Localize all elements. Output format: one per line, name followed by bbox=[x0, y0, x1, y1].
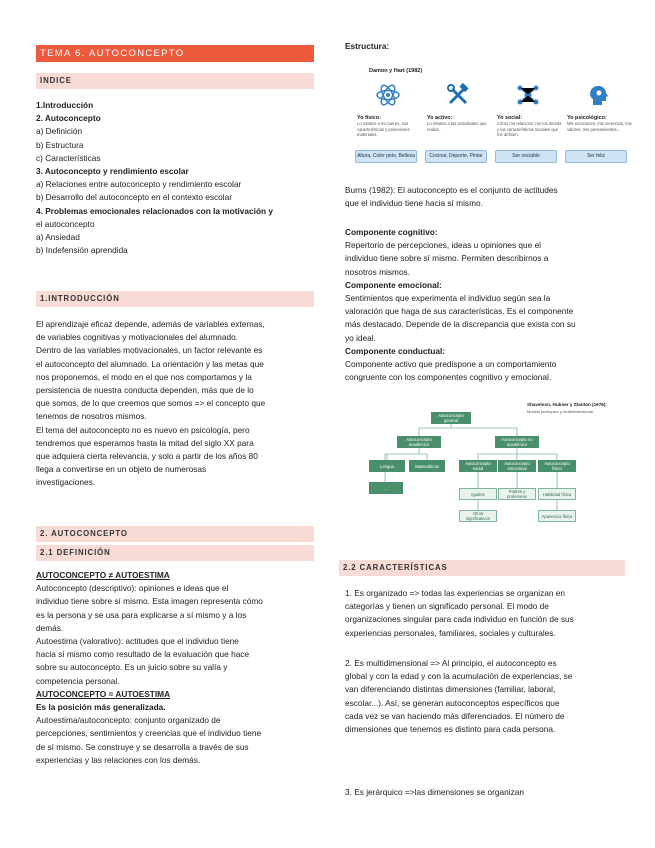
node-general: Autoconcepto general bbox=[431, 412, 471, 424]
card-title: Yo psicológico: bbox=[567, 115, 607, 121]
text-line: persistencia de nuestra conducta dependen, más que de lo bbox=[36, 385, 254, 396]
text-line: demás. bbox=[36, 622, 64, 633]
text-line: valoración que haga de sus características. Es el componente bbox=[345, 306, 574, 317]
text-line: tendremos que esperamos hasta la mitad del siglo XX para bbox=[36, 437, 254, 448]
example-yo-psicologico: Ser feliz bbox=[565, 150, 627, 163]
node-otros: Otros significativos bbox=[459, 510, 497, 522]
text-line: nosotros mismos. bbox=[345, 266, 411, 277]
example-yo-social: Ser sociable bbox=[495, 150, 557, 163]
section-definicion-heading: 2.1 DEFINICIÓN bbox=[36, 545, 314, 561]
node-habilidad: Habilidad física bbox=[538, 488, 576, 500]
node-lengua: Lengua bbox=[369, 460, 405, 472]
caracteristica-2 bbox=[345, 657, 627, 736]
example-yo-activo: Cocinar, Deporte, Pintar bbox=[425, 150, 487, 163]
text-line: AUTOCONCEPTO = AUTOESTIMA bbox=[36, 688, 171, 699]
node-social: Autoconcepto social bbox=[459, 460, 497, 472]
card-title: Yo físico: bbox=[357, 115, 381, 121]
section-autoconcepto-heading: 2. AUTOCONCEPTO bbox=[36, 526, 314, 542]
shavelson-diagram bbox=[367, 402, 637, 532]
text-line: 2. Es multidimensional => Al principio, el autoconcepto es bbox=[345, 658, 557, 668]
card-yo-social bbox=[497, 82, 563, 138]
index-list bbox=[36, 99, 314, 257]
text-line: Autoestima (valorativo): actitudes que el individuo tiene bbox=[36, 636, 239, 647]
text-line: Componente cognitivo: bbox=[345, 227, 438, 237]
diagram2-caption-sub: Modelo jerárquico y multidimensional bbox=[527, 409, 593, 414]
text-line: b) Estructura bbox=[36, 139, 84, 150]
index-heading: INDICE bbox=[36, 73, 314, 89]
text-line: 3. Es jerárquico =>las dimensiones se organizan bbox=[345, 787, 524, 797]
text-line: organizaciones singular para cada individuo en función de sus bbox=[345, 614, 574, 625]
atom-icon bbox=[375, 82, 401, 108]
text-line: b) Indefensión aprendida bbox=[36, 245, 128, 256]
text-line: 4. Problemas emocionales relacionados con la motivación y bbox=[36, 205, 274, 216]
text-line: sobre su autoconcepto. Es un juicio sobre su valía y bbox=[36, 662, 228, 673]
node-iguales: Iguales bbox=[459, 488, 497, 500]
components-paragraph bbox=[345, 226, 627, 384]
text-line: 2. Autoconcepto bbox=[36, 113, 101, 124]
text-line: percepciones, sentimientos y creencias que el individuo tiene bbox=[36, 728, 262, 739]
text-line: congruente con los componentes cognitivo y emocional. bbox=[345, 372, 552, 383]
text-line: hacia sí mismo como resultado de la evaluación que hace bbox=[36, 649, 250, 660]
card-text: Lo relativo a las actividades que realizo. bbox=[427, 121, 487, 132]
text-line: individuo tiene sobre sí mismo. Esta imagen representa cómo bbox=[36, 596, 263, 607]
text-line: Autoestima/autoconcepto: conjunto organizado de bbox=[36, 715, 221, 726]
text-line: cada vez se van haciendo más diferenciados. El número de bbox=[345, 710, 565, 721]
card-title: Yo activo: bbox=[427, 115, 453, 121]
text-line: 1. Es organizado => todas las experiencias se organizan en bbox=[345, 588, 566, 598]
text-line: el autoconcepto bbox=[36, 218, 95, 229]
node-fisico: Autoconcepto físico bbox=[538, 460, 576, 472]
text-line: competencia personal. bbox=[36, 675, 120, 686]
card-text: Mis emociones, mis creencias, mis valores, mis pensamientos... bbox=[567, 121, 632, 132]
text-line: yo ideal. bbox=[345, 332, 376, 343]
text-line: a) Definición bbox=[36, 126, 83, 137]
caracteristica-3 bbox=[345, 786, 627, 799]
burns-definition bbox=[345, 184, 627, 210]
text-line: escolar...). Así, se generan autoconceptos específicos que bbox=[345, 697, 560, 708]
node-emocional: Autoconcepto emocional bbox=[498, 460, 536, 472]
node-academico: Autoconcepto académico bbox=[397, 436, 441, 448]
card-yo-fisico bbox=[357, 82, 423, 138]
text-line: Autoconcepto (descriptivo): opiniones e ideas que el bbox=[36, 583, 229, 594]
diagram2-caption-title: Shavelson, Hubner y Stanton (1976): bbox=[527, 402, 607, 407]
text-line: Componente emocional: bbox=[345, 279, 442, 290]
text-line: c) Características bbox=[36, 152, 101, 163]
node-padres: Padres y profesores bbox=[498, 488, 536, 500]
text-line: Burns (1982): El autoconcepto es el conjunto de actitudes bbox=[345, 185, 558, 195]
text-line: tenemos de nosotros mismos. bbox=[36, 411, 147, 422]
text-line: que adquiera cierta relevancia, y solo a partir de los años 80 bbox=[36, 451, 258, 462]
card-yo-psicologico bbox=[567, 82, 633, 132]
card-title: Yo social: bbox=[497, 115, 523, 121]
text-line: global y con la edad y con la acumulación de experiencias, se bbox=[345, 671, 573, 682]
text-line: El tema del autoconcepto no es nuevo en psicología, pero bbox=[36, 424, 250, 435]
tools-icon bbox=[445, 82, 471, 108]
text-line: Dentro de las variables motivacionales, un factor relevante es bbox=[36, 345, 263, 356]
text-line: 3. Autoconcepto y rendimiento escolar bbox=[36, 166, 189, 177]
topic-title: TEMA 6. AUTOCONCEPTO bbox=[36, 45, 314, 62]
text-line: categorías y tienen un significado personal. El modo de bbox=[345, 601, 549, 612]
head-icon bbox=[585, 82, 611, 108]
text-line: el autoconcepto del alumnado. La orientación y las metas que bbox=[36, 358, 264, 369]
card-yo-activo bbox=[427, 82, 493, 132]
caracteristica-1 bbox=[345, 587, 627, 640]
text-line: investigaciones. bbox=[36, 477, 96, 488]
card-text: Lo relativo a mi cuerpo, sus características y posesiones materiales. bbox=[357, 121, 410, 138]
text-line: experiencias personales, familiares, sociales y culturales. bbox=[345, 627, 556, 638]
text-line: a) Relaciones entre autoconcepto y rendimiento escolar bbox=[36, 179, 242, 190]
text-line: que somos, de lo que creemos que somos => el concepto que bbox=[36, 398, 266, 409]
text-line: experiencias y las relaciones con los demás. bbox=[36, 754, 201, 765]
text-line: individuo tiene sobre sí mismo. Permiten describirnos a bbox=[345, 253, 549, 264]
text-line: Componente activo que predispone a un comportamiento bbox=[345, 359, 557, 370]
text-line: AUTOCONCEPTO ≠ AUTOESTIMA bbox=[36, 570, 170, 580]
text-line: Sentimientos que experimenta el individuo según sea la bbox=[345, 293, 551, 304]
text-line: Es la posición más generalizada. bbox=[36, 702, 166, 713]
definition-paragraph bbox=[36, 569, 314, 767]
node-matematicas: Matemáticas bbox=[409, 460, 445, 472]
example-yo-fisico: Altura, Color pelo, Belleza bbox=[355, 150, 417, 163]
text-line: El aprendizaje eficaz depende, además de variables externas, bbox=[36, 319, 265, 329]
node-no-academico: Autoconcepto no académico bbox=[495, 436, 539, 448]
text-line: a) Ansiedad bbox=[36, 232, 80, 243]
node-ellipsis: ... bbox=[369, 482, 403, 494]
diagram1-title: Damon y Hart (1982) bbox=[369, 68, 423, 74]
damon-hart-diagram bbox=[353, 60, 631, 172]
intro-paragraph bbox=[36, 318, 314, 490]
text-line: de variables cognitivas y motivacionales del alumnado. bbox=[36, 332, 239, 343]
estructura-label: Estructura: bbox=[345, 41, 390, 51]
text-line: llega a convertirse en un objeto de numerosas bbox=[36, 464, 207, 475]
text-line: van diferenciando distintas dimensiones (familiar, laboral, bbox=[345, 684, 556, 695]
card-text: Cómo me relaciono con los demás y las características sociales que me definen. bbox=[497, 121, 562, 138]
network-icon bbox=[515, 82, 541, 108]
text-line: b) Desarrollo del autoconcepto en el contexto escolar bbox=[36, 192, 233, 203]
intro-heading: 1.INTRODUCCIÓN bbox=[36, 291, 314, 307]
text-line: 1.Introducción bbox=[36, 100, 94, 110]
text-line: que el individuo tiene hacia sí mismo. bbox=[345, 198, 483, 209]
text-line: es la persona y se usa para explicarse a sí mismo y a los bbox=[36, 609, 247, 620]
text-line: Componente conductual: bbox=[345, 345, 446, 356]
text-line: nos proponemos, el modo en el que nos comportamos y la bbox=[36, 371, 252, 382]
text-line: dimensiones que tenemos es distinto para cada persona. bbox=[345, 724, 556, 735]
caracteristicas-heading: 2.2 CARACTERÍSTICAS bbox=[339, 560, 625, 576]
text-line: Repertorio de percepciones, ideas u opiniones que el bbox=[345, 240, 542, 251]
node-apariencia: Apariencia física bbox=[538, 510, 576, 522]
text-line: más destacado. Depende de la discrepancia que exista con su bbox=[345, 319, 576, 330]
text-line: de sí mismo. Se construye y se desarrolla a través de sus bbox=[36, 741, 249, 752]
